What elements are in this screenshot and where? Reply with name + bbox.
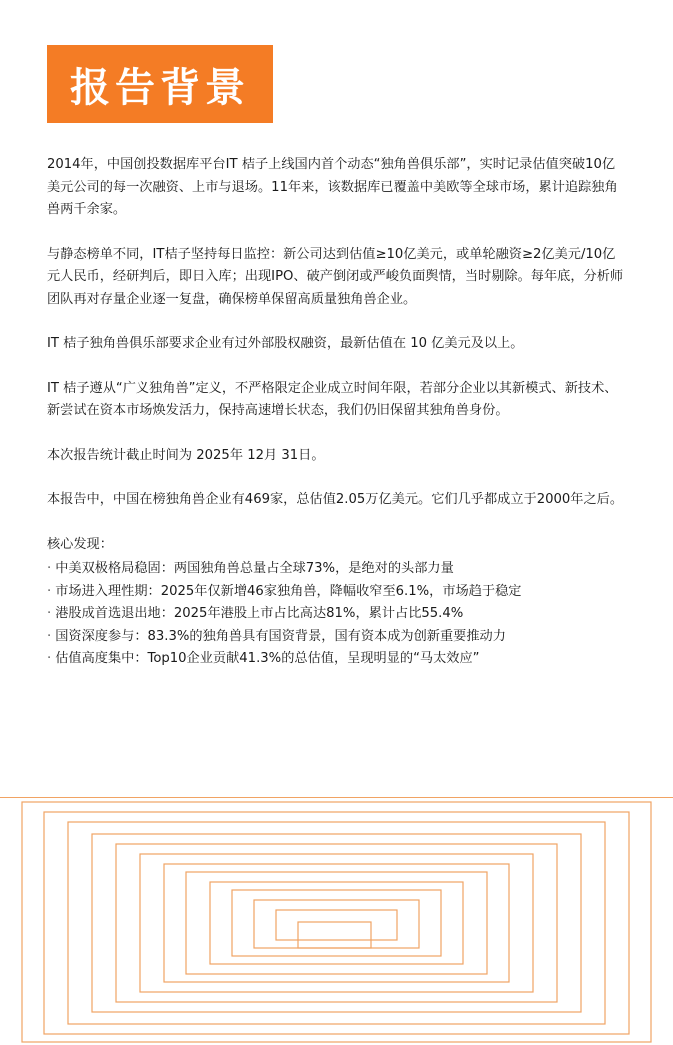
decorative-frame (298, 922, 371, 948)
finding-item (47, 648, 627, 671)
paragraph-summary: 本报告中，中国在榜独角兽企业有469家，总估值2.05万亿美元。它们几乎都成立于2000年之后。 (47, 492, 624, 507)
decorative-frame (186, 872, 487, 974)
bullet-icon: · (47, 583, 52, 599)
finding-text: 国资深度参与：83.3%的独角兽具有国资背景，国有资本成为创新重要推动力 (55, 628, 506, 644)
paragraph-cutoff-date: 本次报告统计截止时间为 2025年 12月 31日。 (47, 447, 325, 463)
page-title: 报告背景 (70, 64, 250, 111)
paragraph-criteria: IT 桔子独角兽俱乐部要求企业有过外部股权融资，最新估值在 10 亿美元及以上。 (47, 336, 524, 351)
bullet-icon: · (47, 651, 52, 666)
decorative-frame (68, 822, 605, 1024)
decorative-frame (254, 900, 419, 948)
finding-text: 估值高度集中：Top10企业贡献41.3%的总估值，呈现明显的“马太效应” (55, 651, 480, 666)
finding-text: 中美双极格局稳固：两国独角兽总量占全球73%，是绝对的头部力量 (55, 561, 454, 576)
paragraph-definition: IT 桔子遵从“广义独角兽”定义，不严格限定企业成立时间年限，若部分企业以其新模式、新技术、新尝试在资本市场焕发活力，保持高速增长状态，我们仍旧保留其独角兽身份。 (47, 380, 618, 418)
bullet-icon: · (47, 561, 52, 576)
finding-item (47, 626, 627, 649)
decorative-frame (140, 854, 533, 992)
finding-item (47, 558, 627, 581)
report-body (47, 154, 627, 671)
finding-text: 市场进入理性期：2025年仅新增46家独角兽，降幅收窄至6.1%，市场趋于稳定 (55, 583, 522, 599)
paragraph-history: 2014年，中国创投数据库平台IT 桔子上线国内首个动态“独角兽俱乐部”，实时记录估值突破10亿美元公司的每一次融资、上市与退场。11年来，该数据库已覆盖中美欧等全球市场，累计追踪独角兽两千余家。 (47, 157, 618, 217)
title-banner (47, 45, 273, 123)
decorative-frame (116, 844, 557, 1002)
finding-item (47, 581, 627, 604)
finding-text: 港股成首选退出地：2025年港股上市占比高达81%，累计占比55.4% (55, 606, 464, 621)
findings-list (47, 558, 627, 671)
decorative-frame (210, 882, 463, 964)
bullet-icon: · (47, 606, 52, 621)
finding-item (47, 603, 627, 626)
nested-frames-decoration (0, 798, 673, 1045)
decorative-frame (44, 812, 629, 1034)
decorative-frame (276, 910, 397, 940)
paragraph-monitoring: 与静态榜单不同，IT桔子坚持每日监控：新公司达到估值≥10亿美元，或单轮融资≥2亿美元/10亿元人民币，经研判后，即日入库；出现IPO、破产倒闭或严峻负面舆情，当时剔除。每年底，分析师团队再对存量企业逐一复盘，确保榜单保留高质量独角兽企业。 (47, 246, 624, 307)
decorative-frame (92, 834, 581, 1012)
bullet-icon: · (47, 628, 52, 644)
findings-title: 核心发现： (47, 536, 113, 552)
